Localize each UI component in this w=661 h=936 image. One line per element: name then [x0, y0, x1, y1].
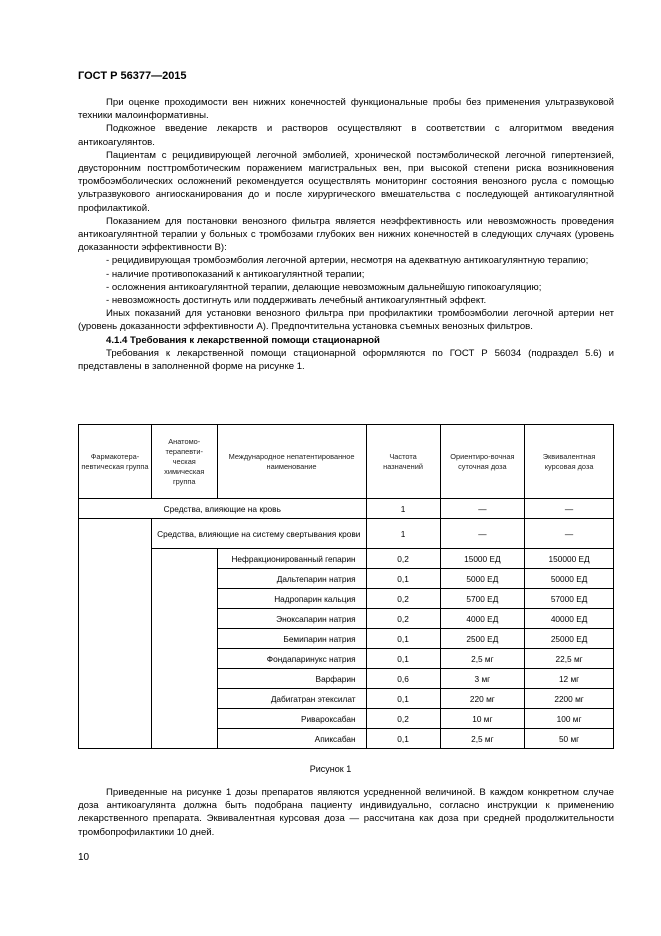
course-dose-cell: 12 мг [525, 669, 614, 689]
course-dose-cell: — [525, 519, 614, 549]
course-dose-cell: 40000 ЕД [525, 609, 614, 629]
drug-name-cell: Фондапаринукс натрия [217, 649, 366, 669]
frequency-cell: 1 [366, 499, 440, 519]
course-dose-cell: 150000 ЕД [525, 549, 614, 569]
table-row [79, 519, 614, 549]
frequency-cell: 0,1 [366, 689, 440, 709]
daily-dose-cell: 2500 ЕД [440, 629, 525, 649]
body-text [78, 96, 614, 373]
course-dose-cell: 22,5 мг [525, 649, 614, 669]
header-course-dose: Эквивалентная курсовая доза [525, 425, 614, 499]
drug-name-cell: Дальтепарин натрия [217, 569, 366, 589]
list-item: - наличие противопоказаний к антикоагулянтной терапии; [106, 268, 365, 280]
drug-name-cell: Варфарин [217, 669, 366, 689]
daily-dose-cell: 2,5 мг [440, 649, 525, 669]
drug-name-cell: Дабигатран этексилат [217, 689, 366, 709]
header-atc: Анатомо-терапевти-ческая химическая группа [151, 425, 217, 499]
course-dose-cell: 50000 ЕД [525, 569, 614, 589]
daily-dose-cell: 3 мг [440, 669, 525, 689]
frequency-cell: 0,2 [366, 709, 440, 729]
empty-cell [79, 519, 152, 749]
list-item: - рецидивирующая тромбоэмболия легочной артерии, несмотря на адекватную антикоагулянтную терапию; [106, 255, 589, 267]
drug-requirements-table [78, 424, 614, 749]
paragraph: Пациентам с рецидивирующей легочной эмболией, хронической постэмболической легочной гипертензией, двусторонним посттромботическим поражением магистральных вен, при высокой степени риска возникновения тромбоэмболических осложнений рекомендуется осуществлять мониторинг состояния венозного русла с помощью ультразвукового ангиосканирования до и после хирургического вмешательства с последующей антикоагулянтной профилактикой. [78, 149, 614, 214]
drug-name-cell: Надропарин кальция [217, 589, 366, 609]
daily-dose-cell: 15000 ЕД [440, 549, 525, 569]
daily-dose-cell: 5700 ЕД [440, 589, 525, 609]
table-row [79, 549, 614, 569]
course-dose-cell: 100 мг [525, 709, 614, 729]
page-number: 10 [78, 852, 90, 863]
daily-dose-cell: 5000 ЕД [440, 569, 525, 589]
header-daily-dose: Ориентиро-вочная суточная доза [440, 425, 525, 499]
course-dose-cell: 50 мг [525, 729, 614, 749]
drug-name-cell: Нефракционированный гепарин [217, 549, 366, 569]
frequency-cell: 0,1 [366, 649, 440, 669]
group-name-cell: Средства, влияющие на кровь [79, 499, 367, 519]
frequency-cell: 0,2 [366, 609, 440, 629]
drug-name-cell: Эноксапарин натрия [217, 609, 366, 629]
frequency-cell: 0,1 [366, 629, 440, 649]
table-header-row [79, 425, 614, 499]
drug-name-cell: Ривароксабан [217, 709, 366, 729]
drug-name-cell: Бемипарин натрия [217, 629, 366, 649]
header-frequency: Частота назначений [366, 425, 440, 499]
daily-dose-cell: 220 мг [440, 689, 525, 709]
course-dose-cell: 2200 мг [525, 689, 614, 709]
table-row [79, 499, 614, 519]
paragraph: При оценке проходимости вен нижних конечностей функциональные пробы без применения ультразвуковой техники малоинформативны. [78, 97, 614, 122]
course-dose-cell: 25000 ЕД [525, 629, 614, 649]
frequency-cell: 0,1 [366, 569, 440, 589]
frequency-cell: 0,1 [366, 729, 440, 749]
paragraph: Подкожное введение лекарств и растворов осуществляют в соответствии с алгоритмом введения антикоагулянтов. [78, 123, 614, 148]
daily-dose-cell: 4000 ЕД [440, 609, 525, 629]
paragraph: Требования к лекарственной помощи стационарной оформляются по ГОСТ Р 56034 (подраздел 5.6) и представлены в заполненной форме на рисунке 1. [78, 347, 614, 373]
frequency-cell: 0,2 [366, 589, 440, 609]
atc-name-cell: Средства, влияющие на систему свертывания крови [151, 519, 366, 549]
frequency-cell: 1 [366, 519, 440, 549]
list-item: - невозможность достигнуть или поддерживать лечебный антикоагулянтный эффект. [106, 295, 487, 307]
course-dose-cell: 57000 ЕД [525, 589, 614, 609]
frequency-cell: 0,6 [366, 669, 440, 689]
section-heading: 4.1.4 Требования к лекарственной помощи стационарной [106, 334, 380, 346]
daily-dose-cell: — [440, 519, 525, 549]
list-item: - осложнения антикоагулянтной терапии, делающие невозможным дальнейшую гипокоагуляцию; [106, 281, 542, 293]
course-dose-cell: — [525, 499, 614, 519]
paragraph: Показанием для постановки венозного фильтра является неэффективность или невозможность проведения антикоагулянтной терапии у больных с тромбозами глубоких вен нижних конечностей в следующих случаях (уровень доказанности эффективности В): [78, 215, 614, 254]
daily-dose-cell: 2,5 мг [440, 729, 525, 749]
document-header: ГОСТ Р 56377—2015 [78, 70, 187, 82]
closing-text [78, 786, 614, 839]
figure-caption: Рисунок 1 [309, 764, 352, 774]
empty-cell [151, 549, 217, 749]
daily-dose-cell: 10 мг [440, 709, 525, 729]
paragraph: Иных показаний для установки венозного фильтра при профилактики тромбоэмболии легочной артерии нет (уровень доказанности эффективности А). Предпочтительна установка съемных венозных фильтров. [78, 308, 614, 333]
daily-dose-cell: — [440, 499, 525, 519]
header-inn: Международное непатентированное наименование [217, 425, 366, 499]
drug-name-cell: Апиксабан [217, 729, 366, 749]
paragraph: Приведенные на рисунке 1 дозы препаратов являются усредненной величиной. В каждом конкретном случае доза антикоагулянта должна быть подобрана пациенту индивидуально, согласно инструкции к применению лекарственного препарата. Эквивалентная курсовая доза — рассчитана как доза при средней продолжительности тромбопрофилактики 10 дней. [78, 787, 614, 838]
header-group: Фармакотера-певтическая группа [79, 425, 152, 499]
frequency-cell: 0,2 [366, 549, 440, 569]
